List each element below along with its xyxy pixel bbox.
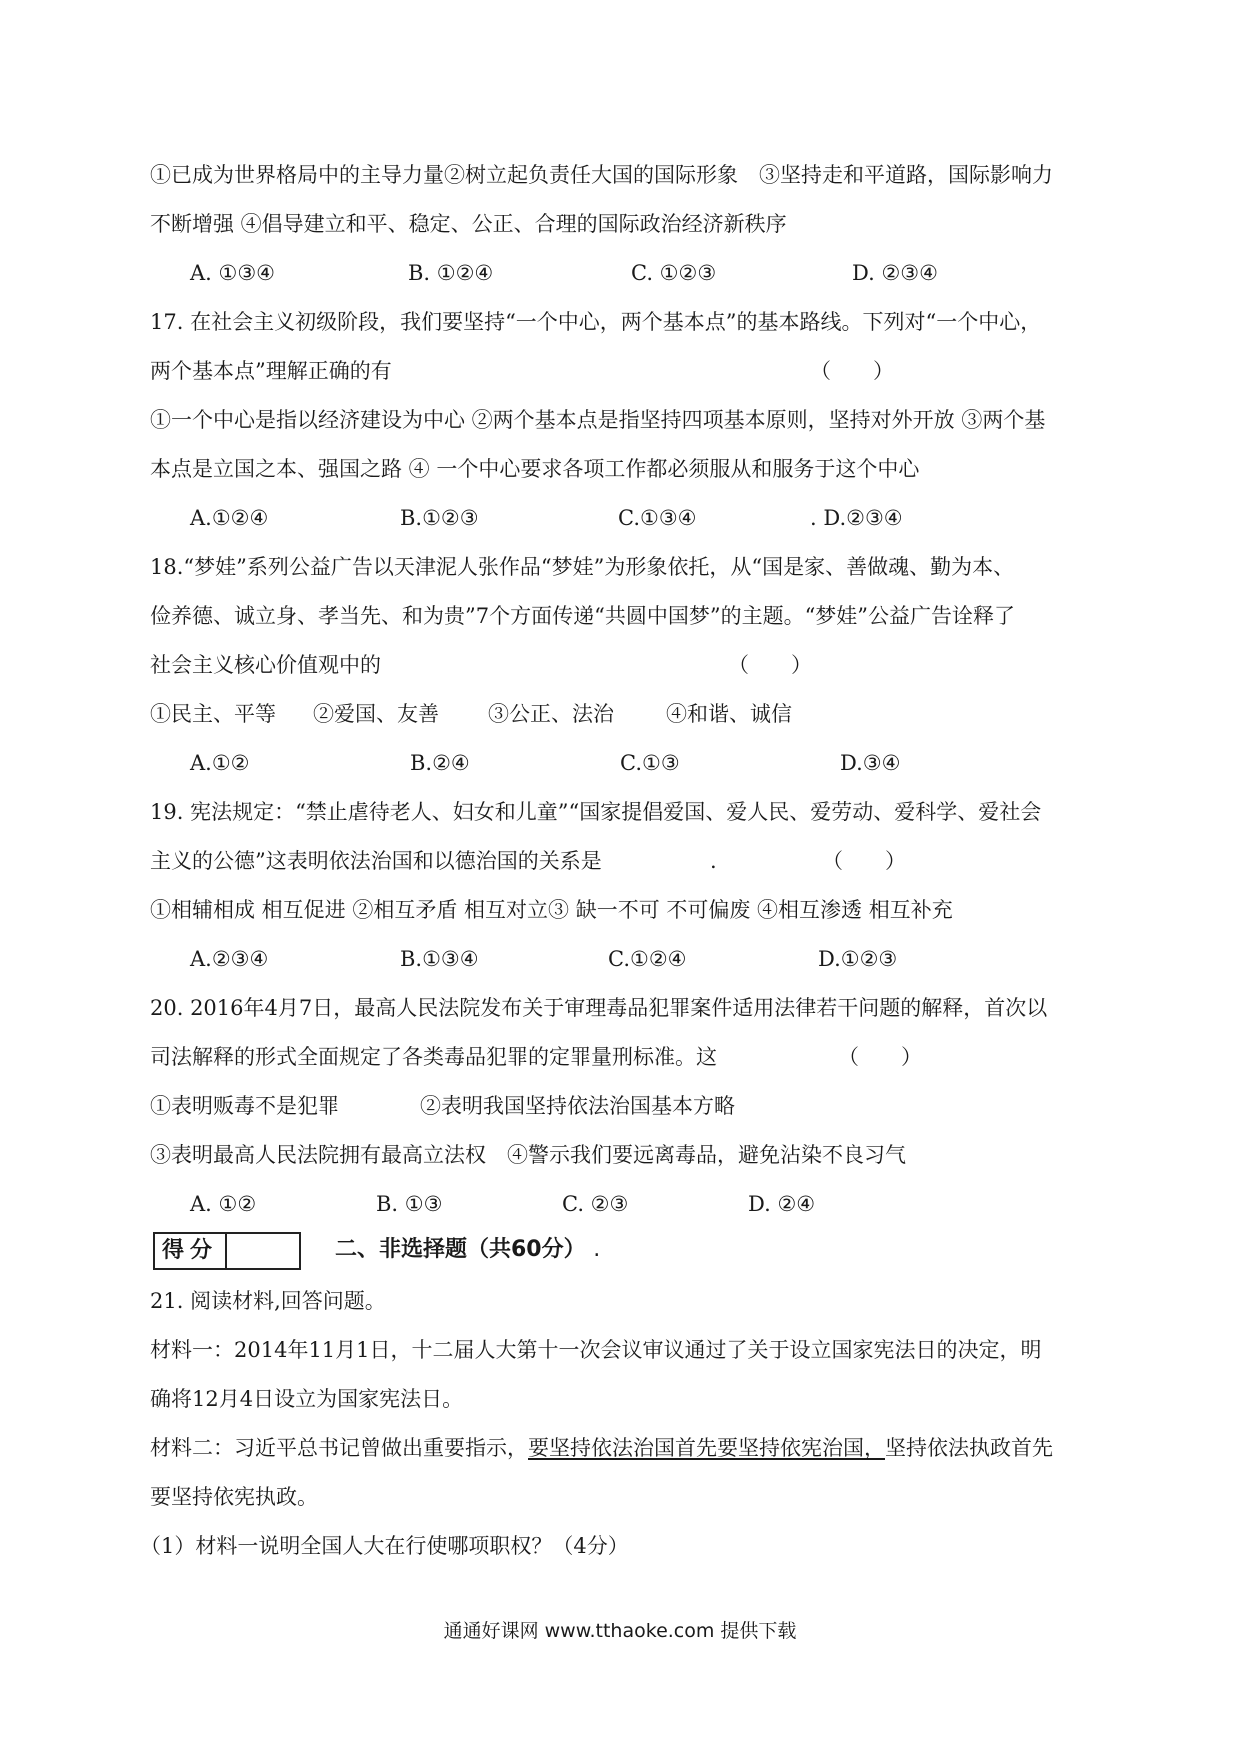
q21-material2-line-2: 要坚持依宪执政。 <box>150 1485 318 1509</box>
q19-stem-line-2 <box>150 846 1100 876</box>
q21-material1-line-1: 材料一：2014年11月1日，十二届人大第十一次会议审议通过了关于设立国家宪法日的决定，明 <box>150 1338 1042 1362</box>
q18-option-b: B.②④ <box>410 751 470 775</box>
q17-items-line-1: ①一个中心是指以经济建设为中心 ②两个基本点是指坚持四项基本原则，坚持对外开放 ③两个基 <box>150 408 1046 432</box>
q16-option-a: A. ①③④ <box>190 261 275 285</box>
q17-option-c: C.①③④ <box>618 506 697 530</box>
q20-stem-text: 司法解释的形式全面规定了各类毒品犯罪的定罪量刑标准。这 <box>150 1045 717 1069</box>
q19-answer-bracket: （ ） <box>822 849 906 873</box>
q18-item-2: ②爱国、友善 <box>313 702 439 726</box>
score-label: 得分 <box>155 1234 227 1268</box>
q17-stem-line-1: 17. 在社会主义初级阶段，我们要坚持“一个中心，两个基本点”的基本路线。下列对“一个中心， <box>150 310 1042 334</box>
q21-material2-underlined: 要坚持依法治国首先要坚持依宪治国， <box>528 1436 885 1460</box>
q16-option-b: B. ①②④ <box>408 261 494 285</box>
q16-items-line-1: ①已成为世界格局中的主导力量②树立起负责任大国的国际形象 ③坚持走和平道路，国际影响力 <box>150 163 1053 187</box>
q16-option-c: C. ①②③ <box>631 261 717 285</box>
q19-stem-line-1: 19. 宪法规定：“禁止虐待老人、妇女和儿童”“国家提倡爱国、爱人民、爱劳动、爱科学、爱社会 <box>150 800 1042 824</box>
q20-option-d: D. ②④ <box>748 1192 816 1216</box>
q17-answer-bracket: （ ） <box>810 359 894 383</box>
q17-stem-line-2 <box>150 356 1100 386</box>
score-box <box>153 1232 301 1270</box>
q21-stem: 21. 阅读材料,回答问题。 <box>150 1289 386 1313</box>
q19-items-line: ①相辅相成 相互促进 ②相互矛盾 相互对立③ 缺一不可 不可偏废 ④相互渗透 相互补充 <box>150 898 953 922</box>
q17-stem-text: 两个基本点”理解正确的有 <box>150 359 392 383</box>
q18-option-d: D.③④ <box>840 751 901 775</box>
q20-stem-line-2 <box>150 1042 1100 1072</box>
q21-material2-pre: 材料二：习近平总书记曾做出重要指示， <box>150 1436 528 1460</box>
q17-option-a: A.①②④ <box>190 506 269 530</box>
section-title-dot: . <box>593 1237 601 1262</box>
q20-answer-bracket: （ ） <box>838 1045 922 1069</box>
section-title-text: 二、非选择题（共60分） <box>335 1237 586 1262</box>
q20-items-line-2: ③表明最高人民法院拥有最高立法权 ④警示我们要远离毒品，避免沾染不良习气 <box>150 1143 906 1167</box>
footer-download-note: 通通好课网 www.tthaoke.com 提供下载 <box>443 1620 797 1642</box>
q17-option-b: B.①②③ <box>400 506 479 530</box>
q21-subquestion-1: （1）材料一说明全国人大在行使哪项职权？（4分） <box>140 1534 629 1558</box>
q16-items-line-2: 不断增强 ④倡导建立和平、稳定、公正、合理的国际政治经济新秩序 <box>150 212 787 236</box>
q19-option-c: C.①②④ <box>608 947 687 971</box>
q18-item-4: ④和谐、诚信 <box>666 702 792 726</box>
q19-stem-text: 主义的公德”这表明依法治国和以德治国的关系是 <box>150 849 602 873</box>
q18-stem-line-3 <box>150 650 1100 680</box>
q16-option-d: D. ②③④ <box>852 261 938 285</box>
q19-stray-dot: . <box>710 849 717 873</box>
q18-option-a: A.①② <box>190 751 250 775</box>
q18-stem-line-1: 18.“梦娃”系列公益广告以天津泥人张作品“梦娃”为形象依托，从“国是家、善做魂、勤为本、 <box>150 555 1015 579</box>
q20-item-2: ②表明我国坚持依法治国基本方略 <box>420 1094 735 1118</box>
q18-answer-bracket: （ ） <box>728 653 812 677</box>
q21-material2-post: 坚持依法执政首先 <box>885 1436 1053 1460</box>
q18-stem-line-2: 俭养德、诚立身、孝当先、和为贵”7个方面传递“共圆中国梦”的主题。“梦娃”公益广告诠释了 <box>150 604 1016 628</box>
q21-material1-line-2: 确将12月4日设立为国家宪法日。 <box>150 1387 464 1411</box>
q20-option-a: A. ①② <box>190 1192 257 1216</box>
q18-option-c: C.①③ <box>620 751 680 775</box>
q18-stem-text: 社会主义核心价值观中的 <box>150 653 381 677</box>
q18-item-3: ③公正、法治 <box>488 702 614 726</box>
q17-option-d: . D.②③④ <box>810 506 903 530</box>
q18-item-1: ①民主、平等 <box>150 702 276 726</box>
q20-item-1: ①表明贩毒不是犯罪 <box>150 1094 339 1118</box>
q19-option-a: A.②③④ <box>190 947 269 971</box>
q20-stem-line-1: 20. 2016年4月7日，最高人民法院发布关于审理毒品犯罪案件适用法律若干问题的解释，首次以 <box>150 996 1048 1020</box>
q17-items-line-2: 本点是立国之本、强国之路 ④ 一个中心要求各项工作都必须服从和服务于这个中心 <box>150 457 920 481</box>
q20-option-c: C. ②③ <box>562 1192 629 1216</box>
q19-option-d: D.①②③ <box>818 947 898 971</box>
q21-material2-line-1 <box>150 1433 1100 1463</box>
section-title <box>335 1235 600 1265</box>
q19-option-b: B.①③④ <box>400 947 479 971</box>
q20-option-b: B. ①③ <box>376 1192 443 1216</box>
